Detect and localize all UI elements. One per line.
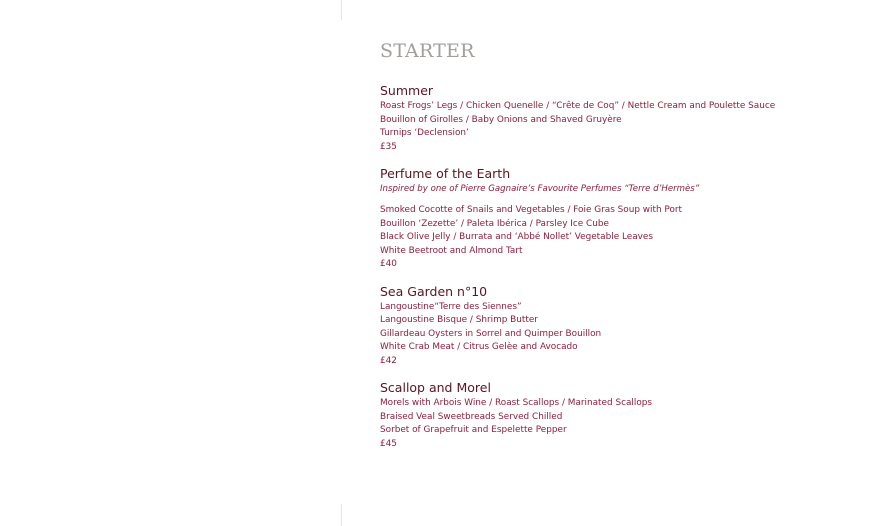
menu-section-sea-garden — [380, 284, 850, 369]
dish-description-line: White Crab Meat / Citrus Gelèe and Avocado — [380, 342, 578, 352]
dish-description-line: Langoustine“Terre des Siennes” — [380, 301, 522, 312]
dish-description-line: White Beetroot and Almond Tart — [380, 245, 523, 256]
dish-name: Summer — [380, 83, 434, 98]
dish-description-line: Bouillon of Girolles / Baby Onions and Shaved Gruyère — [380, 114, 622, 125]
dish-description-line: Sorbet of Grapefruit and Espelette Pepper — [380, 425, 567, 435]
dish-name: Perfume of the Earth — [380, 166, 511, 181]
dish-description-line: Roast Frogs’ Legs / Chicken Quenelle / “Crête de Coq” / Nettle Cream and Poulette Sauce — [380, 101, 776, 111]
page-fold-top — [341, 0, 342, 20]
dish-price: £35 — [380, 141, 397, 152]
dish-description-line: Gillardeau Oysters in Sorrel and Quimper Bouillon — [380, 328, 602, 339]
menu-section-summer — [380, 83, 850, 154]
page-title: STARTER — [380, 40, 475, 62]
dish-subtitle: Inspired by one of Pierre Gagnaire’s Favourite Perfumes “Terre d’Hermès” — [380, 184, 700, 194]
dish-description-line: Turnips ‘Declension’ — [380, 128, 469, 138]
menu-section-scallop-and-morel — [380, 380, 850, 451]
page-fold-bottom — [341, 504, 342, 526]
dish-name: Sea Garden n°10 — [380, 283, 488, 299]
dish-price: £45 — [380, 438, 397, 449]
dish-description-line: Braised Veal Sweetbreads Served Chilled — [380, 411, 563, 422]
dish-price: £40 — [380, 259, 397, 269]
dish-name: Scallop and Morel — [380, 380, 491, 395]
dish-description-line: Morels with Arbois Wine / Roast Scallops / Marinated Scallops — [380, 398, 653, 408]
dish-description-line: Bouillon ‘Zezette’ / Paleta Ibérica / Parsley Ice Cube — [380, 218, 609, 229]
menu-section-perfume-of-the-earth — [380, 166, 850, 272]
dish-description-line: Smoked Cocotte of Snails and Vegetables / Foie Gras Soup with Port — [380, 205, 683, 215]
dish-price: £42 — [380, 355, 397, 366]
menu-page — [380, 40, 850, 463]
dish-description-line: Langoustine Bisque / Shrimp Butter — [380, 315, 538, 325]
dish-description-line: Black Olive Jelly / Burrata and ‘Abbé Nollet’ Vegetable Leaves — [380, 232, 654, 242]
